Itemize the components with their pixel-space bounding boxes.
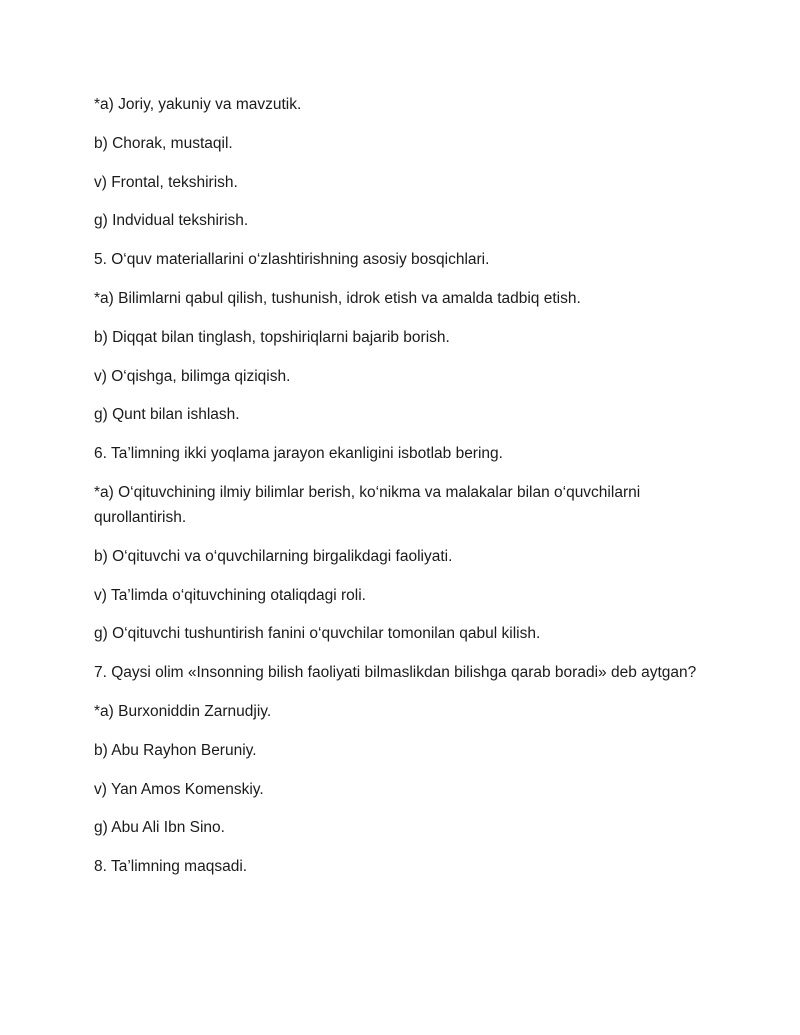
answer-option: v) Frontal, tekshirish. bbox=[94, 173, 238, 191]
answer-option: g) Indvidual tekshirish. bbox=[94, 212, 249, 230]
document-body bbox=[94, 92, 714, 893]
question: 7. Qaysi olim «Insonning bilish faoliyati bilmaslikdan bilishga qarab boradi» deb aytgan? bbox=[94, 664, 697, 682]
question: 8. Ta’limning maqsadi. bbox=[94, 858, 248, 876]
answer-option: b) Diqqat bilan tinglash, topshiriqlarni bajarib borish. bbox=[94, 328, 450, 346]
answer-option: b) Abu Rayhon Beruniy. bbox=[94, 741, 257, 759]
answer-option: g) Qunt bilan ishlash. bbox=[94, 406, 240, 424]
answer-option: v) Yan Amos Komenskiy. bbox=[94, 780, 264, 798]
answer-option: v) Ta’limda o‘qituvchining otaliqdagi roli. bbox=[94, 586, 366, 604]
answer-option: b) O‘qituvchi va o‘quvchilarning birgalikdagi faoliyati. bbox=[94, 547, 453, 565]
answer-option: *a) Joriy, yakuniy va mavzutik. bbox=[94, 96, 302, 113]
answer-option: b) Chorak, mustaqil. bbox=[94, 134, 233, 152]
answer-option: v) O‘qishga, bilimga qiziqish. bbox=[94, 367, 291, 385]
question: 5. O‘quv materiallarini o‘zlashtirishning asosiy bosqichlari. bbox=[94, 251, 490, 269]
answer-option: g) Abu Ali Ibn Sino. bbox=[94, 819, 225, 837]
answer-option: *a) Bilimlarni qabul qilish, tushunish, idrok etish va amalda tadbiq etish. bbox=[94, 289, 581, 307]
answer-option: g) O‘qituvchi tushuntirish fanini o‘quvchilar tomonilan qabul kilish. bbox=[94, 625, 541, 643]
question: 6. Ta’limning ikki yoqlama jarayon ekanligini isbotlab bering. bbox=[94, 445, 503, 463]
answer-option: *a) O‘qituvchining ilmiy bilimlar berish, ko‘nikma va malakalar bilan o‘quvchilarni qurollantirish. bbox=[94, 483, 641, 526]
answer-option: *a) Burxoniddin Zarnudjiy. bbox=[94, 702, 272, 720]
